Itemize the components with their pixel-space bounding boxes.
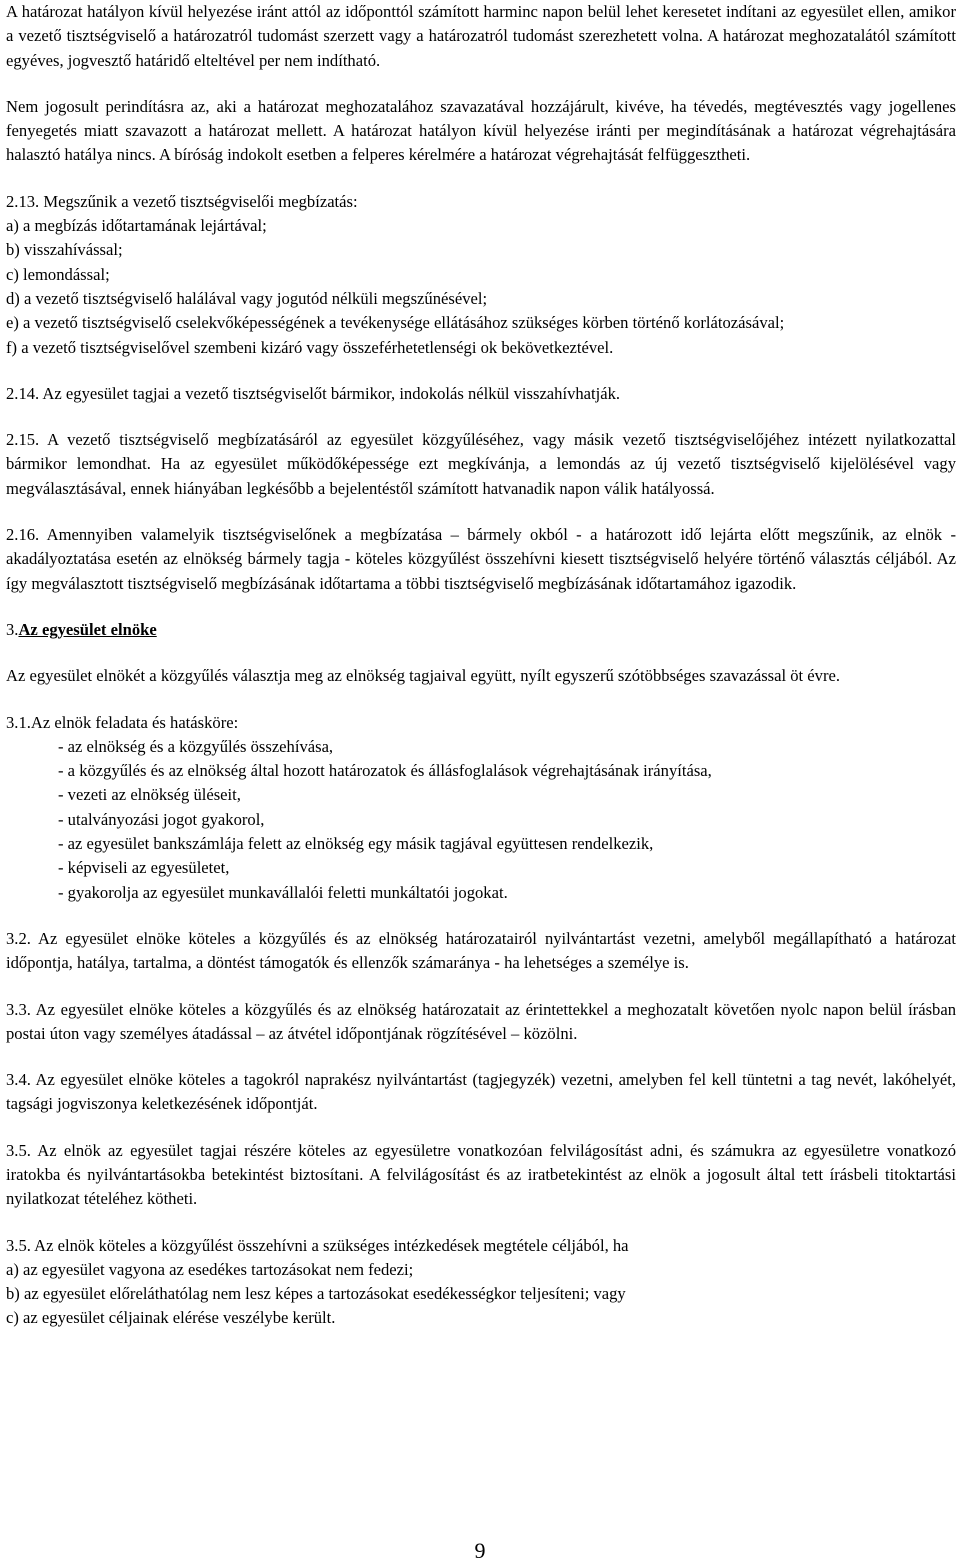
list-item: - vezeti az elnökség üléseit,	[58, 785, 241, 805]
section-3-1	[6, 711, 956, 905]
section-3-5-info: 3.5. Az elnök az egyesület tagjai részére köteles az egyesületre vonatkozóan felvilágosítást adni, és számukra az egyesületre vonatkozó iratokba és nyilvántartásokba betekintést biztosítani. A felvilágosítást és az iratbetekintést az elnök a jogosult által tett írásbeli titoktartási nyilatkozat tételéhez kötheti.	[6, 1140, 956, 1209]
list-item: e) a vezető tisztségviselő cselekvőképességének a tevékenysége ellátásához szükséges körben történő korlátozásával;	[6, 313, 785, 333]
section-2-13	[6, 190, 956, 360]
section-3-5-convene	[6, 1234, 956, 1331]
list-item: d) a vezető tisztségviselő halálával vagy jogutód nélküli megszűnésével;	[6, 288, 488, 308]
list-item: c) lemondással;	[6, 264, 110, 284]
section-3-3: 3.3. Az egyesület elnöke köteles a közgyűlés és az elnökség határozatait az érintettekkel a meghozatalt követően nyolc napon belül írásban postai úton vagy személyes átadással – az átvétel időpontjának rögzítésével – közölni.	[6, 999, 956, 1043]
section-3-heading	[6, 618, 956, 642]
section-2-14: 2.14. Az egyesület tagjai a vezető tisztségviselőt bármikor, indokolás nélkül visszahívhatják.	[6, 383, 621, 403]
list-item: - gyakorolja az egyesület munkavállalói feletti munkáltatói jogokat.	[58, 882, 508, 902]
list-item: a) a megbízás időtartamának lejártával;	[6, 216, 267, 236]
paragraph-intro: A határozat hatályon kívül helyezése iránt attól az időponttól számított harminc napon belül lehet keresetet indítani az egyesület ellen, amikor a vezető tisztségviselő a határozatról tudomást szerzett vagy a határozatról tudomást szerezhetett volna. A határozat meghozatalától számított egyéves, jogvesztő határidő elteltével per nem indítható.	[6, 2, 956, 70]
list-item: - utalványozási jogot gyakorol,	[58, 809, 265, 829]
section-3-1-title: 3.1.Az elnök feladata és hatásköre:	[6, 712, 239, 732]
section-3-2: 3.2. Az egyesület elnöke köteles a közgyűlés és az elnökség határozatairól nyilvántartást vezetni, amelyből megállapítható a határozat időpontja, hatálya, tartalma, a döntést támogatók és ellenzők számaránya - ha lehetséges a személye is.	[6, 928, 956, 973]
section-3-4: 3.4. Az egyesület elnöke köteles a tagokról naprakész nyilvántartást (tagjegyzék) vezetni, amelyben fel kell tüntetni a tag nevét, lakóhelyét, tagsági jogviszonya keletkezésének időpontját.	[6, 1070, 956, 1114]
page-number: 9	[474, 1538, 486, 1563]
list-item: b) visszahívással;	[6, 240, 123, 260]
list-item: - az egyesület bankszámlája felett az elnökség egy másik tagjával együttesen rendelkezik,	[58, 834, 654, 854]
section-2-16: 2.16. Amennyiben valamelyik tisztségviselőnek a megbízatása – bármely okból - a határozott idő lejárta előtt megszűnik, az elnök - akadályoztatása esetén az elnökség bármely tagja - köteles közgyűlést összehívni kiesett tisztségviselő helyére történő választás céljából. Az így megválasztott tisztségviselő megbízásának időtartama a többi tisztségviselő megbízásának időtartamához igazodik.	[6, 525, 956, 593]
paragraph-nem-jogosult: Nem jogosult perindításra az, aki a határozat meghozatalához szavazatával hozzájárult, kivéve, ha tévedés, megtévesztés vagy jogellenes fenyegetés miatt szavazott a határozat mellett. A határozat hatályon kívül helyezése iránti per megindításának a határozat végrehajtására halasztó hatálya nincs. A bíróság indokolt esetben a felperes kérelmére a határozat végrehajtását felfüggesztheti.	[6, 96, 956, 165]
list-item: - képviseli az egyesületet,	[58, 858, 230, 878]
list-item: c) az egyesület céljainak elérése veszélybe került.	[6, 1308, 336, 1328]
list-item: - a közgyűlés és az elnökség által hozott határozatok és állásfoglalások végrehajtásának irányítása,	[58, 761, 712, 781]
document-page	[6, 0, 956, 1331]
section-3-number: 3.	[6, 619, 19, 639]
list-item: - az elnökség és a közgyűlés összehívása,	[58, 736, 334, 756]
list-item: a) az egyesület vagyona az esedékes tartozásokat nem fedezi;	[6, 1259, 414, 1279]
list-item: f) a vezető tisztségviselővel szembeni kizáró vagy összeférhetetlenségi ok bekövetkeztével.	[6, 337, 614, 357]
list-item: b) az egyesület előreláthatólag nem lesz képes a tartozásokat esedékességkor teljesíteni; vagy	[6, 1284, 626, 1304]
section-3-title: Az egyesület elnöke	[18, 619, 157, 639]
section-2-15: 2.15. A vezető tisztségviselő megbízatásáról az egyesület közgyűléséhez, vagy másik vezető tisztségviselőjéhez intézett nyilatkozattal bármikor lemondhat. Ha az egyesület működőképessége ezt megkívánja, a lemondás az új vezető tisztségviselő kijelölésével vagy megválasztásával, ennek hiányában legkésőbb a bejelentéstől számított hatvanadik napon válik hatályossá.	[6, 430, 956, 498]
section-3-intro: Az egyesület elnökét a közgyűlés választja meg az elnökség tagjaival együtt, nyílt egyszerű szótöbbséges szavazással öt évre.	[6, 666, 840, 686]
section-3-5-title: 3.5. Az elnök köteles a közgyűlést összehívni a szükséges intézkedések megtétele céljából, ha	[6, 1235, 629, 1255]
section-2-13-title: 2.13. Megszűnik a vezető tisztségviselői megbízatás:	[6, 191, 358, 211]
